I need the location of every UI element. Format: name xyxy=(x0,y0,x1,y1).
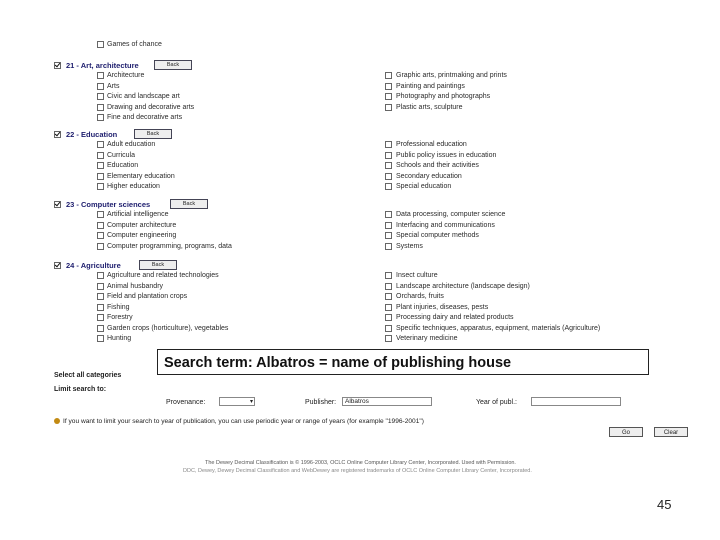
subcategory-checkbox[interactable] xyxy=(385,335,392,342)
subcategory-label: Painting and paintings xyxy=(396,82,465,90)
subcategory-label: Forestry xyxy=(107,314,133,321)
subcategory-label: Processing dairy and related products xyxy=(396,314,514,321)
subcategory-label: Curricula xyxy=(107,151,136,159)
subcategory-checkbox[interactable] xyxy=(385,152,392,159)
subcategory-checkbox[interactable] xyxy=(97,232,104,239)
subcategory-label: Garden crops (horticulture), vegetables xyxy=(107,324,229,332)
provenance-label: Provenance: xyxy=(166,399,206,406)
page-number: 45 xyxy=(657,497,672,512)
subcategory-label: Insect culture xyxy=(396,272,438,279)
subcategory-label: Graphic arts, printmaking and prints xyxy=(396,72,507,79)
subcategory-checkbox[interactable] xyxy=(385,222,392,229)
limit-search-label: Limit search to: xyxy=(54,386,107,393)
subcategory-label: Schools and their activities xyxy=(396,162,479,169)
subcategory-label: Computer engineering xyxy=(107,232,177,239)
subcategory-label: Data processing, computer science xyxy=(396,211,506,218)
subcategory-label: Plant injuries, diseases, pests xyxy=(396,303,489,311)
subcategory-label: Agriculture and related technologies xyxy=(107,272,219,279)
copyright-line: The Dewey Decimal Classification is © 1996-2003, OCLC Online Computer Library Center, Incorporated. Used with Permission. xyxy=(205,460,516,466)
subcategory-label: Hunting xyxy=(107,335,132,342)
subcategory-checkbox[interactable] xyxy=(97,283,104,290)
subcategory-checkbox[interactable] xyxy=(97,83,104,90)
subcategory-label: Orchards, fruits xyxy=(396,293,444,300)
trademark-line: DDC, Dewey, Dewey Decimal Classification and WebDewey are registered trademarks of OCLC Online Computer Library Center, Incorporated. xyxy=(183,468,532,474)
subcategory-checkbox[interactable] xyxy=(97,222,104,229)
subcategory-label: Civic and landscape art xyxy=(107,93,180,100)
subcategory-label: Education xyxy=(107,162,139,169)
year-input[interactable] xyxy=(531,397,621,406)
subcategory-label: Higher education xyxy=(107,183,160,190)
year-label: Year of publ.: xyxy=(476,399,517,406)
subcategory-checkbox[interactable] xyxy=(385,173,392,180)
section-heading: 21 - Art, architecture xyxy=(66,61,139,70)
subcategory-label: Architecture xyxy=(107,72,145,79)
subcategory-checkbox[interactable] xyxy=(385,183,392,190)
subcategory-checkbox[interactable] xyxy=(97,141,104,148)
subcategory-label: Specific techniques, apparatus, equipment, materials (Agriculture) xyxy=(396,324,601,332)
subcategory-label: Drawing and decorative arts xyxy=(107,103,195,111)
back-button[interactable]: Back xyxy=(134,129,172,139)
provenance-select[interactable] xyxy=(219,397,255,406)
subcategory-checkbox[interactable] xyxy=(97,335,104,342)
subcategory-checkbox[interactable] xyxy=(385,211,392,218)
subcategory-label: Computer programming, programs, data xyxy=(107,242,232,250)
category-label: Games of chance xyxy=(107,41,162,48)
subcategory-checkbox[interactable] xyxy=(385,83,392,90)
subcategory-checkbox[interactable] xyxy=(385,325,392,332)
section-heading: 23 - Computer sciences xyxy=(66,200,151,209)
subcategory-checkbox[interactable] xyxy=(97,211,104,218)
section-heading: 24 - Agriculture xyxy=(66,261,121,270)
section-checkbox[interactable] xyxy=(54,262,61,269)
publisher-input[interactable]: Albatros xyxy=(342,397,432,406)
subcategory-checkbox[interactable] xyxy=(97,152,104,159)
go-button[interactable]: Go xyxy=(609,427,643,437)
subcategory-label: Special computer methods xyxy=(396,232,479,239)
subcategory-label: Elementary education xyxy=(107,172,175,180)
back-button[interactable]: Back xyxy=(170,199,208,209)
subcategory-checkbox[interactable] xyxy=(385,232,392,239)
subcategory-checkbox[interactable] xyxy=(97,272,104,279)
subcategory-checkbox[interactable] xyxy=(385,93,392,100)
section-checkbox[interactable] xyxy=(54,201,61,208)
section-checkbox[interactable] xyxy=(54,62,61,69)
subcategory-label: Field and plantation crops xyxy=(107,293,188,300)
back-button[interactable]: Back xyxy=(139,260,177,270)
subcategory-checkbox[interactable] xyxy=(385,314,392,321)
subcategory-label: Animal husbandry xyxy=(107,282,164,290)
subcategory-label: Systems xyxy=(396,242,423,250)
subcategory-checkbox[interactable] xyxy=(385,141,392,148)
subcategory-checkbox[interactable] xyxy=(385,72,392,79)
subcategory-label: Special education xyxy=(396,183,452,190)
subcategory-label: Interfacing and communications xyxy=(396,221,495,229)
category-checkbox[interactable] xyxy=(97,41,104,48)
subcategory-label: Professional education xyxy=(396,141,467,148)
subcategory-checkbox[interactable] xyxy=(97,293,104,300)
section-checkbox[interactable] xyxy=(54,131,61,138)
subcategory-checkbox[interactable] xyxy=(97,173,104,180)
info-icon xyxy=(54,418,60,424)
subcategory-checkbox[interactable] xyxy=(385,304,392,311)
subcategory-label: Public policy issues in education xyxy=(396,151,497,159)
subcategory-checkbox[interactable] xyxy=(97,325,104,332)
subcategory-label: Plastic arts, sculpture xyxy=(396,103,463,111)
back-button[interactable]: Back xyxy=(154,60,192,70)
subcategory-checkbox[interactable] xyxy=(97,314,104,321)
publisher-label: Publisher: xyxy=(305,399,337,406)
subcategory-label: Arts xyxy=(107,82,120,90)
subcategory-label: Artificial intelligence xyxy=(107,211,169,218)
subcategory-checkbox[interactable] xyxy=(385,293,392,300)
section-heading: 22 - Education xyxy=(66,130,118,139)
subcategory-checkbox[interactable] xyxy=(97,162,104,169)
subcategory-label: Photography and photographs xyxy=(396,93,491,100)
subcategory-checkbox[interactable] xyxy=(97,72,104,79)
subcategory-label: Fishing xyxy=(107,303,130,311)
subcategory-checkbox[interactable] xyxy=(385,283,392,290)
subcategory-label: Landscape architecture (landscape design) xyxy=(396,282,530,290)
subcategory-checkbox[interactable] xyxy=(97,114,104,121)
search-term-banner: Search term: Albatros = name of publishing house xyxy=(157,349,649,375)
select-all-link[interactable]: Select all categories xyxy=(54,372,122,379)
subcategory-label: Fine and decorative arts xyxy=(107,114,183,121)
subcategory-label: Veterinary medicine xyxy=(396,335,458,342)
subcategory-checkbox[interactable] xyxy=(97,304,104,311)
subcategory-label: Computer architecture xyxy=(107,221,177,229)
subcategory-checkbox[interactable] xyxy=(385,272,392,279)
subcategory-checkbox[interactable] xyxy=(385,104,392,111)
chevron-down-icon: ▾ xyxy=(249,399,253,405)
subcategory-checkbox[interactable] xyxy=(97,104,104,111)
subcategory-label: Adult education xyxy=(107,141,156,148)
subcategory-label: Secondary education xyxy=(396,172,462,180)
subcategory-checkbox[interactable] xyxy=(97,183,104,190)
subcategory-checkbox[interactable] xyxy=(385,243,392,250)
subcategory-checkbox[interactable] xyxy=(97,93,104,100)
year-range-hint: If you want to limit your search to year of publication, you can use periodic year or range of years (for example "1996-2001") xyxy=(63,418,424,425)
subcategory-checkbox[interactable] xyxy=(97,243,104,250)
subcategory-checkbox[interactable] xyxy=(385,162,392,169)
clear-button[interactable]: Clear xyxy=(654,427,688,437)
